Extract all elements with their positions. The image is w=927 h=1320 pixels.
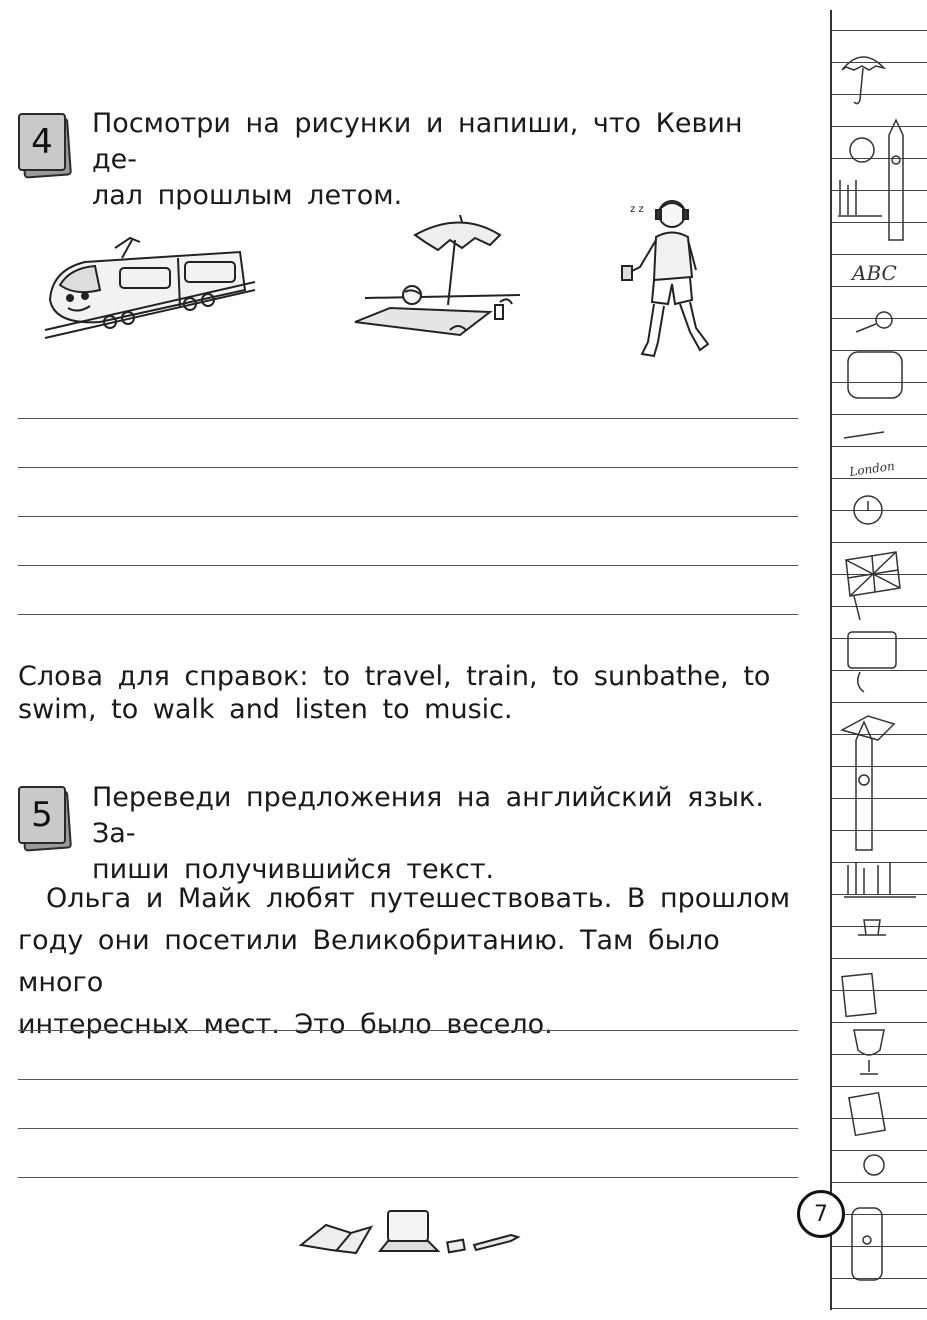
bookshelf-icon	[844, 862, 916, 897]
big-ben-icon	[889, 120, 903, 240]
reference-words-line-1: Слова для справок: to travel, train, to sunbathe, to	[18, 661, 771, 692]
task-5-instruction-line-2: пиши получившийся текст.	[92, 854, 495, 885]
answer-line[interactable]	[18, 1030, 798, 1031]
svg-text:z z: z z	[630, 204, 644, 215]
task-5-number: 5	[18, 786, 66, 844]
answer-line[interactable]	[18, 418, 798, 419]
task-5-text-line-3: интересных мест. Это было весело.	[18, 1009, 553, 1040]
task-4-instruction-line-2: лал прошлым летом.	[92, 180, 403, 211]
answer-line[interactable]	[18, 1128, 798, 1129]
answer-line[interactable]	[18, 516, 798, 517]
answer-line[interactable]	[18, 1079, 798, 1080]
flower-icon	[850, 138, 874, 162]
pencil-icon	[844, 432, 884, 438]
answer-line[interactable]	[18, 614, 798, 615]
task-5-text-line-1: Ольга и Майк любят путешествовать. В прошлом	[46, 883, 791, 914]
reference-words-line-2: swim, to walk and listen to music.	[18, 694, 513, 725]
answer-line[interactable]	[18, 565, 798, 566]
big-ben-icon-2	[856, 722, 872, 850]
task-5-badge	[18, 786, 68, 848]
tablet-icon	[848, 632, 896, 668]
book-icon	[849, 1093, 885, 1136]
light-bulb-icon	[864, 1155, 884, 1175]
notebook-icon	[842, 974, 876, 1017]
task-4-instruction-line-1: Посмотри на рисунки и напиши, что Кевин де-	[92, 108, 743, 175]
magnifier-icon	[876, 312, 892, 328]
london-doodle: London	[848, 458, 896, 479]
reference-words	[18, 660, 800, 726]
task-5-text-line-2: году они посетили Великобританию. Там было много	[18, 925, 720, 998]
margin-doodles	[834, 40, 924, 1300]
abc-doodle: ABC	[852, 261, 897, 285]
open-book-icon	[842, 716, 894, 740]
task-5-instruction	[92, 780, 800, 888]
beach-umbrella-icon	[350, 210, 530, 350]
books-icon	[838, 180, 882, 216]
notebook-margin-strip	[830, 0, 927, 1320]
train-icon	[40, 230, 260, 345]
boy-with-headphones-icon	[600, 192, 730, 367]
task-5-source-text	[18, 878, 800, 1046]
trophy-icon	[854, 1030, 884, 1074]
school-supplies-icon	[296, 1205, 526, 1265]
hat-icon	[858, 920, 886, 935]
page-number: 7	[797, 1190, 845, 1238]
task-4-number: 4	[18, 113, 66, 171]
umbrella-icon	[842, 57, 884, 104]
task-4-badge	[18, 113, 68, 175]
answer-line[interactable]	[18, 1177, 798, 1178]
answer-line[interactable]	[18, 467, 798, 468]
uk-flag-icon	[846, 552, 900, 620]
backpack-icon	[848, 352, 902, 398]
task-5-instruction-line-1: Переведи предложения на английский язык. За-	[92, 782, 764, 849]
